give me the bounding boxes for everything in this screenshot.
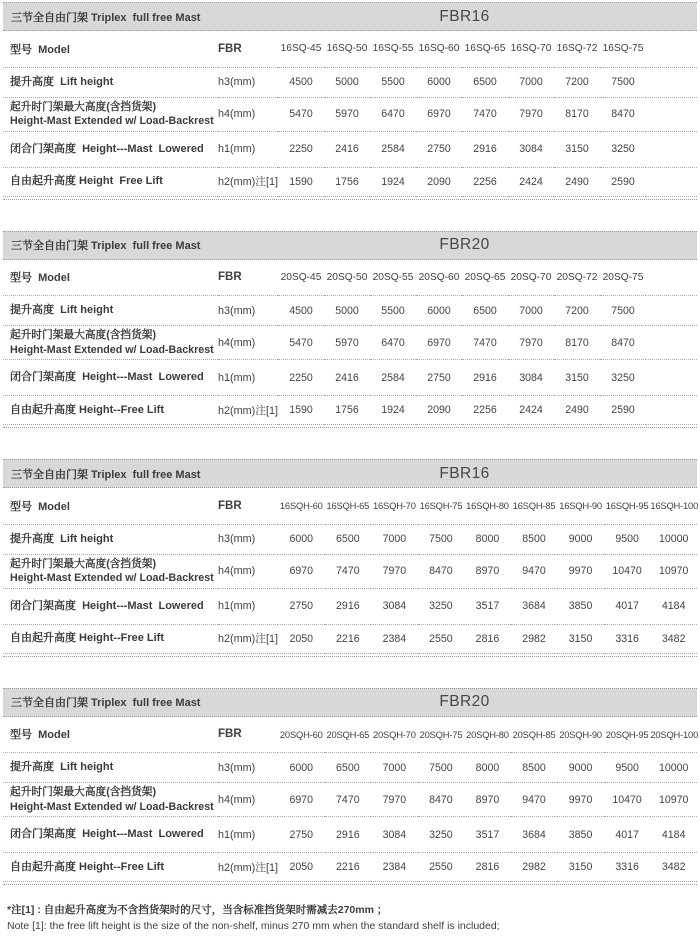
spacer-cell <box>646 260 697 296</box>
model-name-cell: 20SQH-100 <box>650 717 697 753</box>
param-cell: h4(mm) <box>218 554 278 588</box>
value-cell: 2816 <box>464 853 511 882</box>
spec-row <box>3 326 697 360</box>
value-cell: 8970 <box>464 783 511 817</box>
param-cell: h4(mm) <box>218 97 278 131</box>
value-cell: 2384 <box>371 853 418 882</box>
value-cell: 7970 <box>371 783 418 817</box>
value-cell: 1590 <box>278 167 324 196</box>
value-cell: 2590 <box>600 167 646 196</box>
value-cell: 2750 <box>278 588 325 624</box>
value-cell: 6000 <box>278 753 325 783</box>
value-cell: 2982 <box>511 853 558 882</box>
value-cell: 6470 <box>370 97 416 131</box>
row-label: 自由起升高度 Height--Free Lift <box>3 624 218 653</box>
spec-row <box>3 360 697 396</box>
value-cell: 8500 <box>511 524 558 554</box>
model-name-cell: 16SQ-65 <box>462 31 508 67</box>
value-cell: 9000 <box>557 524 604 554</box>
value-cell: 7000 <box>508 296 554 326</box>
spec-row <box>3 524 697 554</box>
value-cell: 2490 <box>554 167 600 196</box>
value-cell: 7500 <box>600 296 646 326</box>
value-cell: 6500 <box>462 67 508 97</box>
model-name-cell: 16SQH-90 <box>557 488 604 524</box>
model-name-cell: 20SQH-60 <box>278 717 325 753</box>
param-cell: h3(mm) <box>218 67 278 97</box>
param-cell: h3(mm) <box>218 524 278 554</box>
value-cell: 10000 <box>650 524 697 554</box>
param-cell: h1(mm) <box>218 817 278 853</box>
param-cell: h2(mm)注[1] <box>218 396 278 425</box>
model-name-cell: 16SQ-45 <box>278 31 324 67</box>
param-cell: h3(mm) <box>218 296 278 326</box>
spec-rows <box>3 717 697 882</box>
value-cell: 9500 <box>604 753 651 783</box>
value-cell: 3850 <box>557 588 604 624</box>
mast-spec-table <box>3 2 697 200</box>
value-cell: 2384 <box>371 624 418 653</box>
row-label: 闭合门架高度 Height---Mast Lowered <box>3 588 218 624</box>
spec-grid <box>3 260 697 426</box>
value-cell: 9470 <box>511 783 558 817</box>
value-cell: 3150 <box>557 624 604 653</box>
value-cell: 8000 <box>464 524 511 554</box>
value-cell: 7970 <box>508 97 554 131</box>
value-cell: 9500 <box>604 524 651 554</box>
footnote-zh: *注[1] : 自由起升高度为不含挡货架时的尺寸，当含标准挡货架时需减去270mm ； <box>7 904 388 916</box>
spacer-cell <box>646 31 697 67</box>
model-row <box>3 31 697 67</box>
value-cell: 2090 <box>416 167 462 196</box>
value-cell: 3150 <box>557 853 604 882</box>
value-cell: 2550 <box>418 853 465 882</box>
section-title: 三节全自由门架 Triplex full free Mast <box>11 468 201 481</box>
model-name-cell: 16SQH-60 <box>278 488 325 524</box>
mast-spec-table <box>3 688 697 886</box>
model-name-cell: 20SQH-80 <box>464 717 511 753</box>
model-name-cell: 20SQH-75 <box>418 717 465 753</box>
value-cell: 7000 <box>508 67 554 97</box>
spacer-cell <box>646 67 697 97</box>
param-cell: h1(mm) <box>218 360 278 396</box>
value-cell: 3250 <box>600 360 646 396</box>
mast-spec-table <box>3 231 697 429</box>
footnote-en: Note [1]: the free lift height is the size of the non-shelf, minus 270 mm when the standard shelf is included; <box>7 919 500 932</box>
model-name-cell: 16SQH-70 <box>371 488 418 524</box>
value-cell: 2550 <box>418 624 465 653</box>
model-name-cell: 20SQH-65 <box>325 717 372 753</box>
value-cell: 6000 <box>416 296 462 326</box>
model-name-cell: 16SQ-75 <box>600 31 646 67</box>
spec-row <box>3 588 697 624</box>
value-cell: 8000 <box>464 753 511 783</box>
value-cell: 2916 <box>462 131 508 167</box>
model-name-cell: 20SQH-85 <box>511 717 558 753</box>
value-cell: 8500 <box>511 753 558 783</box>
series-param-cell: FBR <box>218 717 278 753</box>
model-name-cell: 20SQ-70 <box>508 260 554 296</box>
value-cell: 10970 <box>650 783 697 817</box>
spec-rows <box>3 260 697 425</box>
table-header-band <box>3 2 697 31</box>
value-cell: 3084 <box>371 817 418 853</box>
value-cell: 6970 <box>416 326 462 360</box>
series-label: FBR20 <box>439 236 490 253</box>
row-label: 自由起升高度 Height--Free Lift <box>3 396 218 425</box>
param-cell: h4(mm) <box>218 326 278 360</box>
model-row-label: 型号 Model <box>3 488 218 524</box>
value-cell: 3316 <box>604 853 651 882</box>
value-cell: 10470 <box>604 554 651 588</box>
value-cell: 1756 <box>324 167 370 196</box>
model-row <box>3 260 697 296</box>
model-name-cell: 16SQH-75 <box>418 488 465 524</box>
value-cell: 3482 <box>650 624 697 653</box>
value-cell: 2584 <box>370 131 416 167</box>
value-cell: 7000 <box>371 753 418 783</box>
model-name-cell: 16SQ-55 <box>370 31 416 67</box>
spacer-cell <box>646 131 697 167</box>
spacer-cell <box>646 326 697 360</box>
model-row-label: 型号 Model <box>3 717 218 753</box>
value-cell: 2916 <box>325 588 372 624</box>
value-cell: 7970 <box>508 326 554 360</box>
param-cell: h1(mm) <box>218 588 278 624</box>
value-cell: 4500 <box>278 67 324 97</box>
model-name-cell: 16SQH-80 <box>464 488 511 524</box>
value-cell: 8470 <box>600 326 646 360</box>
value-cell: 2416 <box>324 360 370 396</box>
value-cell: 2916 <box>325 817 372 853</box>
value-cell: 8170 <box>554 326 600 360</box>
series-label: FBR16 <box>439 464 490 482</box>
model-row-label: 型号 Model <box>3 31 218 67</box>
value-cell: 8470 <box>418 783 465 817</box>
spec-row <box>3 131 697 167</box>
value-cell: 5500 <box>370 296 416 326</box>
value-cell: 1924 <box>370 167 416 196</box>
value-cell: 3684 <box>511 588 558 624</box>
spacer-cell <box>646 360 697 396</box>
value-cell: 2750 <box>416 360 462 396</box>
value-cell: 1590 <box>278 396 324 425</box>
value-cell: 3517 <box>464 817 511 853</box>
series-label: FBR20 <box>439 693 490 710</box>
footnotes <box>3 903 697 935</box>
param-cell: h2(mm)注[1] <box>218 624 278 653</box>
value-cell: 2216 <box>325 853 372 882</box>
spec-grid <box>3 31 697 197</box>
row-label: 提升高度 Lift height <box>3 753 218 783</box>
value-cell: 9470 <box>511 554 558 588</box>
series-param-cell: FBR <box>218 31 278 67</box>
model-name-cell: 20SQ-65 <box>462 260 508 296</box>
value-cell: 7200 <box>554 67 600 97</box>
value-cell: 6970 <box>416 97 462 131</box>
model-name-cell: 16SQH-100 <box>650 488 697 524</box>
value-cell: 7470 <box>325 783 372 817</box>
value-cell: 8970 <box>464 554 511 588</box>
value-cell: 6970 <box>278 783 325 817</box>
value-cell: 6000 <box>278 524 325 554</box>
series-param-cell: FBR <box>218 488 278 524</box>
value-cell: 2590 <box>600 396 646 425</box>
value-cell: 2416 <box>324 131 370 167</box>
table-header-band <box>3 459 697 488</box>
value-cell: 4017 <box>604 588 651 624</box>
row-label: 起升时门架最大高度(含挡货架) Height-Mast Extended w/ Load-Backrest <box>3 97 218 131</box>
value-cell: 7500 <box>418 524 465 554</box>
value-cell: 2090 <box>416 396 462 425</box>
value-cell: 3150 <box>554 360 600 396</box>
model-name-cell: 20SQ-60 <box>416 260 462 296</box>
model-name-cell: 16SQH-65 <box>325 488 372 524</box>
value-cell: 2916 <box>462 360 508 396</box>
spec-row <box>3 624 697 653</box>
model-name-cell: 16SQ-50 <box>324 31 370 67</box>
value-cell: 7470 <box>462 326 508 360</box>
section-title: 三节全自由门架 Triplex full free Mast <box>11 697 201 709</box>
model-name-cell: 20SQ-55 <box>370 260 416 296</box>
value-cell: 9970 <box>557 554 604 588</box>
series-label: FBR16 <box>439 7 490 25</box>
value-cell: 2490 <box>554 396 600 425</box>
value-cell: 6500 <box>325 524 372 554</box>
model-name-cell: 16SQ-70 <box>508 31 554 67</box>
spec-row <box>3 167 697 196</box>
value-cell: 2816 <box>464 624 511 653</box>
value-cell: 9970 <box>557 783 604 817</box>
table-header-band <box>3 688 697 717</box>
spacer-cell <box>646 97 697 131</box>
value-cell: 5470 <box>278 326 324 360</box>
value-cell: 6970 <box>278 554 325 588</box>
value-cell: 8170 <box>554 97 600 131</box>
spec-rows <box>3 31 697 196</box>
value-cell: 3250 <box>600 131 646 167</box>
row-label: 提升高度 Lift height <box>3 67 218 97</box>
spec-row <box>3 296 697 326</box>
model-name-cell: 16SQ-60 <box>416 31 462 67</box>
value-cell: 3850 <box>557 817 604 853</box>
value-cell: 3084 <box>508 131 554 167</box>
spacer-cell <box>646 296 697 326</box>
mast-spec-table <box>3 459 697 657</box>
param-cell: h1(mm) <box>218 131 278 167</box>
value-cell: 2050 <box>278 853 325 882</box>
value-cell: 3150 <box>554 131 600 167</box>
spec-row <box>3 396 697 425</box>
value-cell: 5000 <box>324 296 370 326</box>
value-cell: 3517 <box>464 588 511 624</box>
row-label: 提升高度 Lift height <box>3 296 218 326</box>
value-cell: 8470 <box>418 554 465 588</box>
spec-row <box>3 783 697 817</box>
spacer-cell <box>646 396 697 425</box>
value-cell: 7470 <box>462 97 508 131</box>
value-cell: 3316 <box>604 624 651 653</box>
row-label: 自由起升高度 Height--Free Lift <box>3 853 218 882</box>
spec-row <box>3 817 697 853</box>
model-name-cell: 20SQH-70 <box>371 717 418 753</box>
row-label: 自由起升高度 Height Free Lift <box>3 167 218 196</box>
value-cell: 10000 <box>650 753 697 783</box>
row-label: 起升时门架最大高度(含挡货架) Height-Mast Extended w/ Load-Backrest <box>3 554 218 588</box>
value-cell: 2424 <box>508 167 554 196</box>
spec-row <box>3 67 697 97</box>
value-cell: 7000 <box>371 524 418 554</box>
value-cell: 6500 <box>462 296 508 326</box>
value-cell: 3250 <box>418 588 465 624</box>
value-cell: 6000 <box>416 67 462 97</box>
spacer-cell <box>646 167 697 196</box>
value-cell: 5970 <box>324 326 370 360</box>
value-cell: 3482 <box>650 853 697 882</box>
value-cell: 5470 <box>278 97 324 131</box>
value-cell: 3250 <box>418 817 465 853</box>
value-cell: 6500 <box>325 753 372 783</box>
model-name-cell: 16SQ-72 <box>554 31 600 67</box>
spec-row <box>3 97 697 131</box>
value-cell: 8470 <box>600 97 646 131</box>
value-cell: 9000 <box>557 753 604 783</box>
value-cell: 2250 <box>278 360 324 396</box>
row-label: 起升时门架最大高度(含挡货架) Height-Mast Extended w/ Load-Backrest <box>3 783 218 817</box>
spec-row <box>3 753 697 783</box>
value-cell: 5500 <box>370 67 416 97</box>
model-name-cell: 16SQH-85 <box>511 488 558 524</box>
value-cell: 2050 <box>278 624 325 653</box>
model-row <box>3 488 697 524</box>
value-cell: 2750 <box>416 131 462 167</box>
value-cell: 5970 <box>324 97 370 131</box>
value-cell: 1924 <box>370 396 416 425</box>
series-param-cell: FBR <box>218 260 278 296</box>
spec-rows <box>3 488 697 653</box>
spec-row <box>3 853 697 882</box>
param-cell: h3(mm) <box>218 753 278 783</box>
value-cell: 5000 <box>324 67 370 97</box>
model-name-cell: 20SQ-45 <box>278 260 324 296</box>
value-cell: 2256 <box>462 396 508 425</box>
value-cell: 2424 <box>508 396 554 425</box>
spec-tables <box>3 2 697 885</box>
value-cell: 7470 <box>325 554 372 588</box>
param-cell: h2(mm)注[1] <box>218 853 278 882</box>
value-cell: 2256 <box>462 167 508 196</box>
value-cell: 10970 <box>650 554 697 588</box>
row-label: 起升时门架最大高度(含挡货架) Height-Mast Extended w/ Load-Backrest <box>3 326 218 360</box>
value-cell: 7970 <box>371 554 418 588</box>
value-cell: 2216 <box>325 624 372 653</box>
row-label: 闭合门架高度 Height---Mast Lowered <box>3 360 218 396</box>
model-name-cell: 20SQ-75 <box>600 260 646 296</box>
row-label: 提升高度 Lift height <box>3 524 218 554</box>
model-name-cell: 20SQ-72 <box>554 260 600 296</box>
model-name-cell: 20SQ-50 <box>324 260 370 296</box>
model-name-cell: 16SQH-95 <box>604 488 651 524</box>
row-label: 闭合门架高度 Height---Mast Lowered <box>3 131 218 167</box>
spec-grid <box>3 488 697 654</box>
model-row-label: 型号 Model <box>3 260 218 296</box>
value-cell: 4017 <box>604 817 651 853</box>
value-cell: 4500 <box>278 296 324 326</box>
row-label: 闭合门架高度 Height---Mast Lowered <box>3 817 218 853</box>
param-cell: h4(mm) <box>218 783 278 817</box>
section-title: 三节全自由门架 Triplex full free Mast <box>11 11 201 24</box>
value-cell: 2250 <box>278 131 324 167</box>
value-cell: 2982 <box>511 624 558 653</box>
value-cell: 7500 <box>418 753 465 783</box>
model-name-cell: 20SQH-95 <box>604 717 651 753</box>
value-cell: 7500 <box>600 67 646 97</box>
value-cell: 4184 <box>650 817 697 853</box>
spec-row <box>3 554 697 588</box>
value-cell: 7200 <box>554 296 600 326</box>
model-name-cell: 20SQH-90 <box>557 717 604 753</box>
value-cell: 10470 <box>604 783 651 817</box>
value-cell: 4184 <box>650 588 697 624</box>
value-cell: 3684 <box>511 817 558 853</box>
value-cell: 2584 <box>370 360 416 396</box>
table-header-band <box>3 231 697 260</box>
section-title: 三节全自由门架 Triplex full free Mast <box>11 240 201 252</box>
value-cell: 3084 <box>508 360 554 396</box>
param-cell: h2(mm)注[1] <box>218 167 278 196</box>
value-cell: 1756 <box>324 396 370 425</box>
model-row <box>3 717 697 753</box>
value-cell: 6470 <box>370 326 416 360</box>
spec-grid <box>3 717 697 883</box>
value-cell: 3084 <box>371 588 418 624</box>
value-cell: 2750 <box>278 817 325 853</box>
